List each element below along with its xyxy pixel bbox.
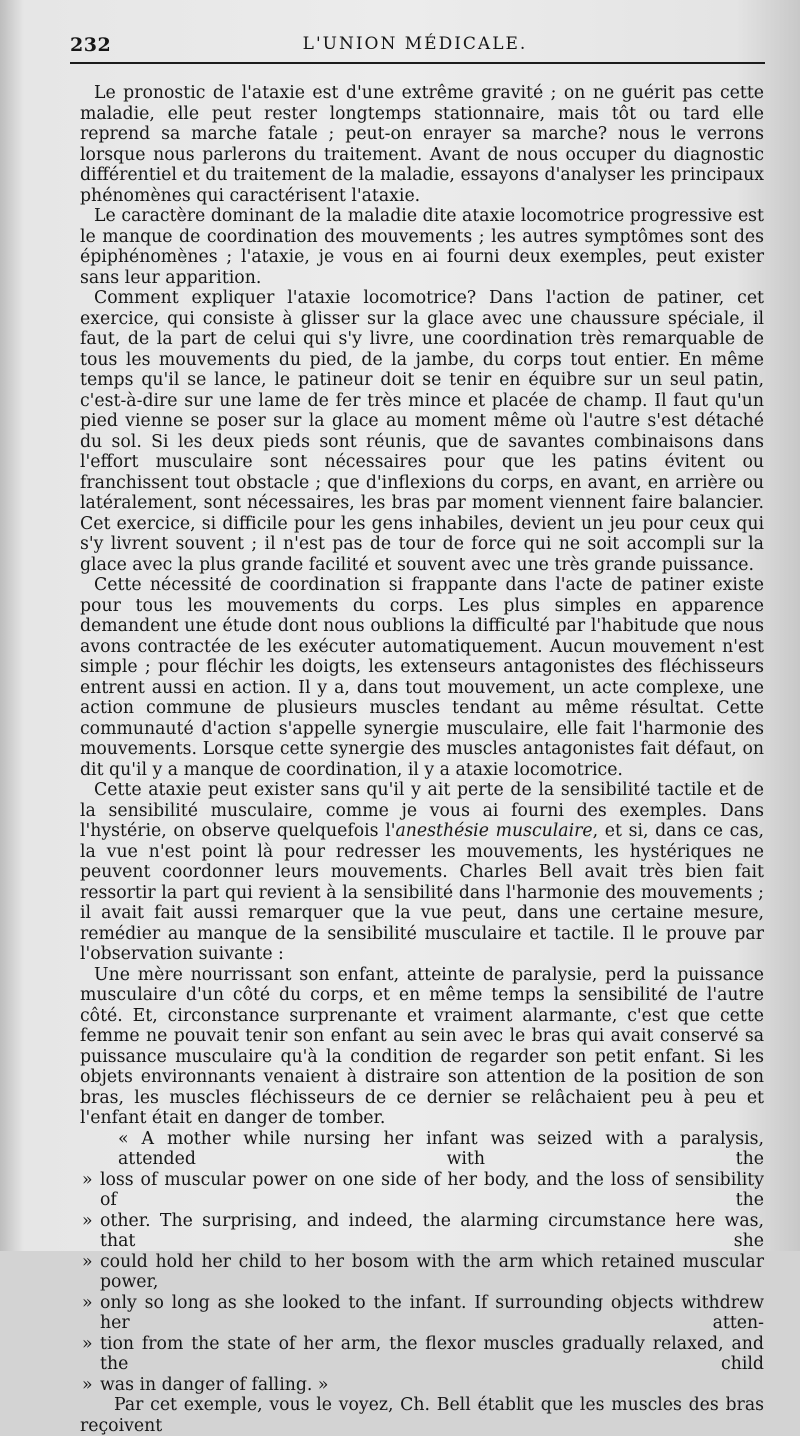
page-number: 232: [70, 34, 112, 56]
running-title: L'UNION MÉDICALE.: [302, 34, 528, 54]
sensibility-text-after: , et si, dans ce cas, la vue n'est point là pour redresser les mouvements, les hystériques ne peuvent coordonner leurs mouvements. Charles Bell avait très bien fait ressortir la part qui revient à la sensibilité dans l'harmonie des mouvements ; il avait fait aussi remarquer que la vue peut, dans une certaine mesure, remédier au manque de la sensibilité musculaire et tactile. Il le prouve par l'observation suivante :: [80, 821, 764, 964]
quote-line: [80, 1293, 764, 1334]
article-body: [80, 83, 764, 1436]
quote-line-text: other. The surprising, and indeed, the alarming circumstance here was, that she: [100, 1210, 764, 1251]
sensibility-text-before: Cette ataxie peut exister sans qu'il y ait perte de la sensibilité tactile et de la sensibilité musculaire, comme je vous ai fourni des exemples. Dans l'hystérie, on observe quelquefois l': [80, 780, 764, 841]
quote-line: [80, 1129, 764, 1170]
header-rule: [70, 62, 765, 64]
paragraph-skating: Comment expliquer l'ataxie locomotrice? Dans l'action de patiner, cet exercice, qui consiste à glisser sur la glace avec une chaussure spéciale, il faut, de la part de celui qui s'y livre, une coordination très remarquable de tous les mouvements du pied, de la jambe, du corps tout entier. En même temps qu'il se lance, le patineur doit se tenir en équibre sur un seul patin, c'est-à-dire sur une lame de fer très mince et placée de champ. Il faut qu'un pied vienne se poser sur la glace au moment même où l'autre s'est détaché du sol. Si les deux pieds sont réunis, que de savantes combinaisons dans l'effort musculaire sont nécessaires pour que les patins évitent ou franchissent tout obstacle ; que d'inflexions du corps, en avant, en arrière ou latéralement, sont nécessaires, les bras par moment viennent faire balancier. Cet exercice, si difficile pour les gens inhabiles, devient un jeu pour ceux qui s'y livrent souvent ; il n'est pas de tour de force qui ne soit accompli sur la glace avec la plus grande facilité et souvent avec une très grande puissance.: [80, 288, 764, 575]
quote-line-text: could hold her child to her bosom with the arm which retained muscular power,: [100, 1251, 764, 1292]
english-quotation: [80, 1129, 764, 1396]
paragraph-case-report: Une mère nourrissant son enfant, atteinte de paralysie, perd la puissance musculaire d'un côté du corps, et en même temps la sensibilité de l'autre côté. Et, circonstance surprenante et vraiment alarmante, c'est que cette femme ne pouvait tenir son enfant au sein avec le bras qui avait conservé sa puissance musculaire qu'à la condition de regarder son petit enfant. Si les objets environnants venaient à distraire son attention de la position de son bras, les muscles fléchisseurs de ce dernier se relâchaient peu à peu et l'enfant était en danger de tomber.: [80, 964, 764, 1128]
guillemet-mark: »: [82, 1251, 93, 1272]
italic-term: anesthésie musculaire: [395, 821, 593, 841]
paragraph-prognosis: Le pronostic de l'ataxie est d'une extrême gravité ; on ne guérit pas cette maladie, elle peut rester longtemps stationnaire, mais tôt ou tard elle reprend sa marche fatale ; peut-on enrayer sa marche? nous le verrons lorsque nous parlerons du traitement. Avant de nous occuper du diagnostic différentiel et du traitement de la maladie, essayons d'analyser les principaux phénomènes qui caractérisent l'ataxie.: [80, 83, 764, 206]
quote-line-text: tion from the state of her arm, the flexor muscles gradually relaxed, and the child: [100, 1333, 764, 1374]
paragraph-dominant-character: Le caractère dominant de la maladie dite ataxie locomotrice progressive est le manque de coordination des mouvements ; les autres symptômes sont des épiphénomènes ; l'ataxie, je vous en ai fourni deux exemples, peut exister sans leur apparition.: [80, 206, 764, 288]
quote-line: [80, 1375, 764, 1396]
quote-line: [80, 1334, 764, 1375]
quote-line: [80, 1252, 764, 1293]
paragraph-sensibility: [80, 780, 764, 965]
guillemet-mark: »: [82, 1210, 93, 1231]
quote-line-text: only so long as she looked to the infant. If surrounding objects withdrew her atten-: [100, 1292, 764, 1333]
paragraph-conclusion: Par cet exemple, vous le voyez, Ch. Bell établit que les muscles des bras reçoivent: [80, 1395, 764, 1436]
page-header: [70, 34, 760, 58]
quote-line: [80, 1170, 764, 1211]
guillemet-mark: »: [82, 1292, 93, 1313]
quote-line-text: loss of muscular power on one side of her body, and the loss of sensibility of the: [100, 1169, 764, 1210]
quote-line: [80, 1211, 764, 1252]
quote-line-text: « A mother while nursing her infant was seized with a paralysis, attended with the: [118, 1128, 764, 1169]
guillemet-mark: »: [82, 1374, 93, 1395]
paragraph-coordination: Cette nécessité de coordination si frappante dans l'acte de patiner existe pour tous les mouvements du corps. Les plus simples en apparence demandent une étude dont nous oublions la difficulté par l'habitude que nous avons contractée de les exécuter automatiquement. Aucun mouvement n'est simple ; pour fléchir les doigts, les extenseurs antagonistes des fléchisseurs entrent aussi en action. Il y a, dans tout mouvement, un acte complexe, une action commune de plusieurs muscles tendant au même résultat. Cette communauté d'action s'appelle synergie musculaire, elle fait l'harmonie des mouvements. Lorsque cette synergie des muscles antagonistes fait défaut, on dit qu'il y a manque de coordination, il y a ataxie locomotrice.: [80, 575, 764, 780]
guillemet-mark: »: [82, 1333, 93, 1354]
quote-line-text: was in danger of falling. »: [100, 1374, 329, 1395]
guillemet-mark: »: [82, 1169, 93, 1190]
